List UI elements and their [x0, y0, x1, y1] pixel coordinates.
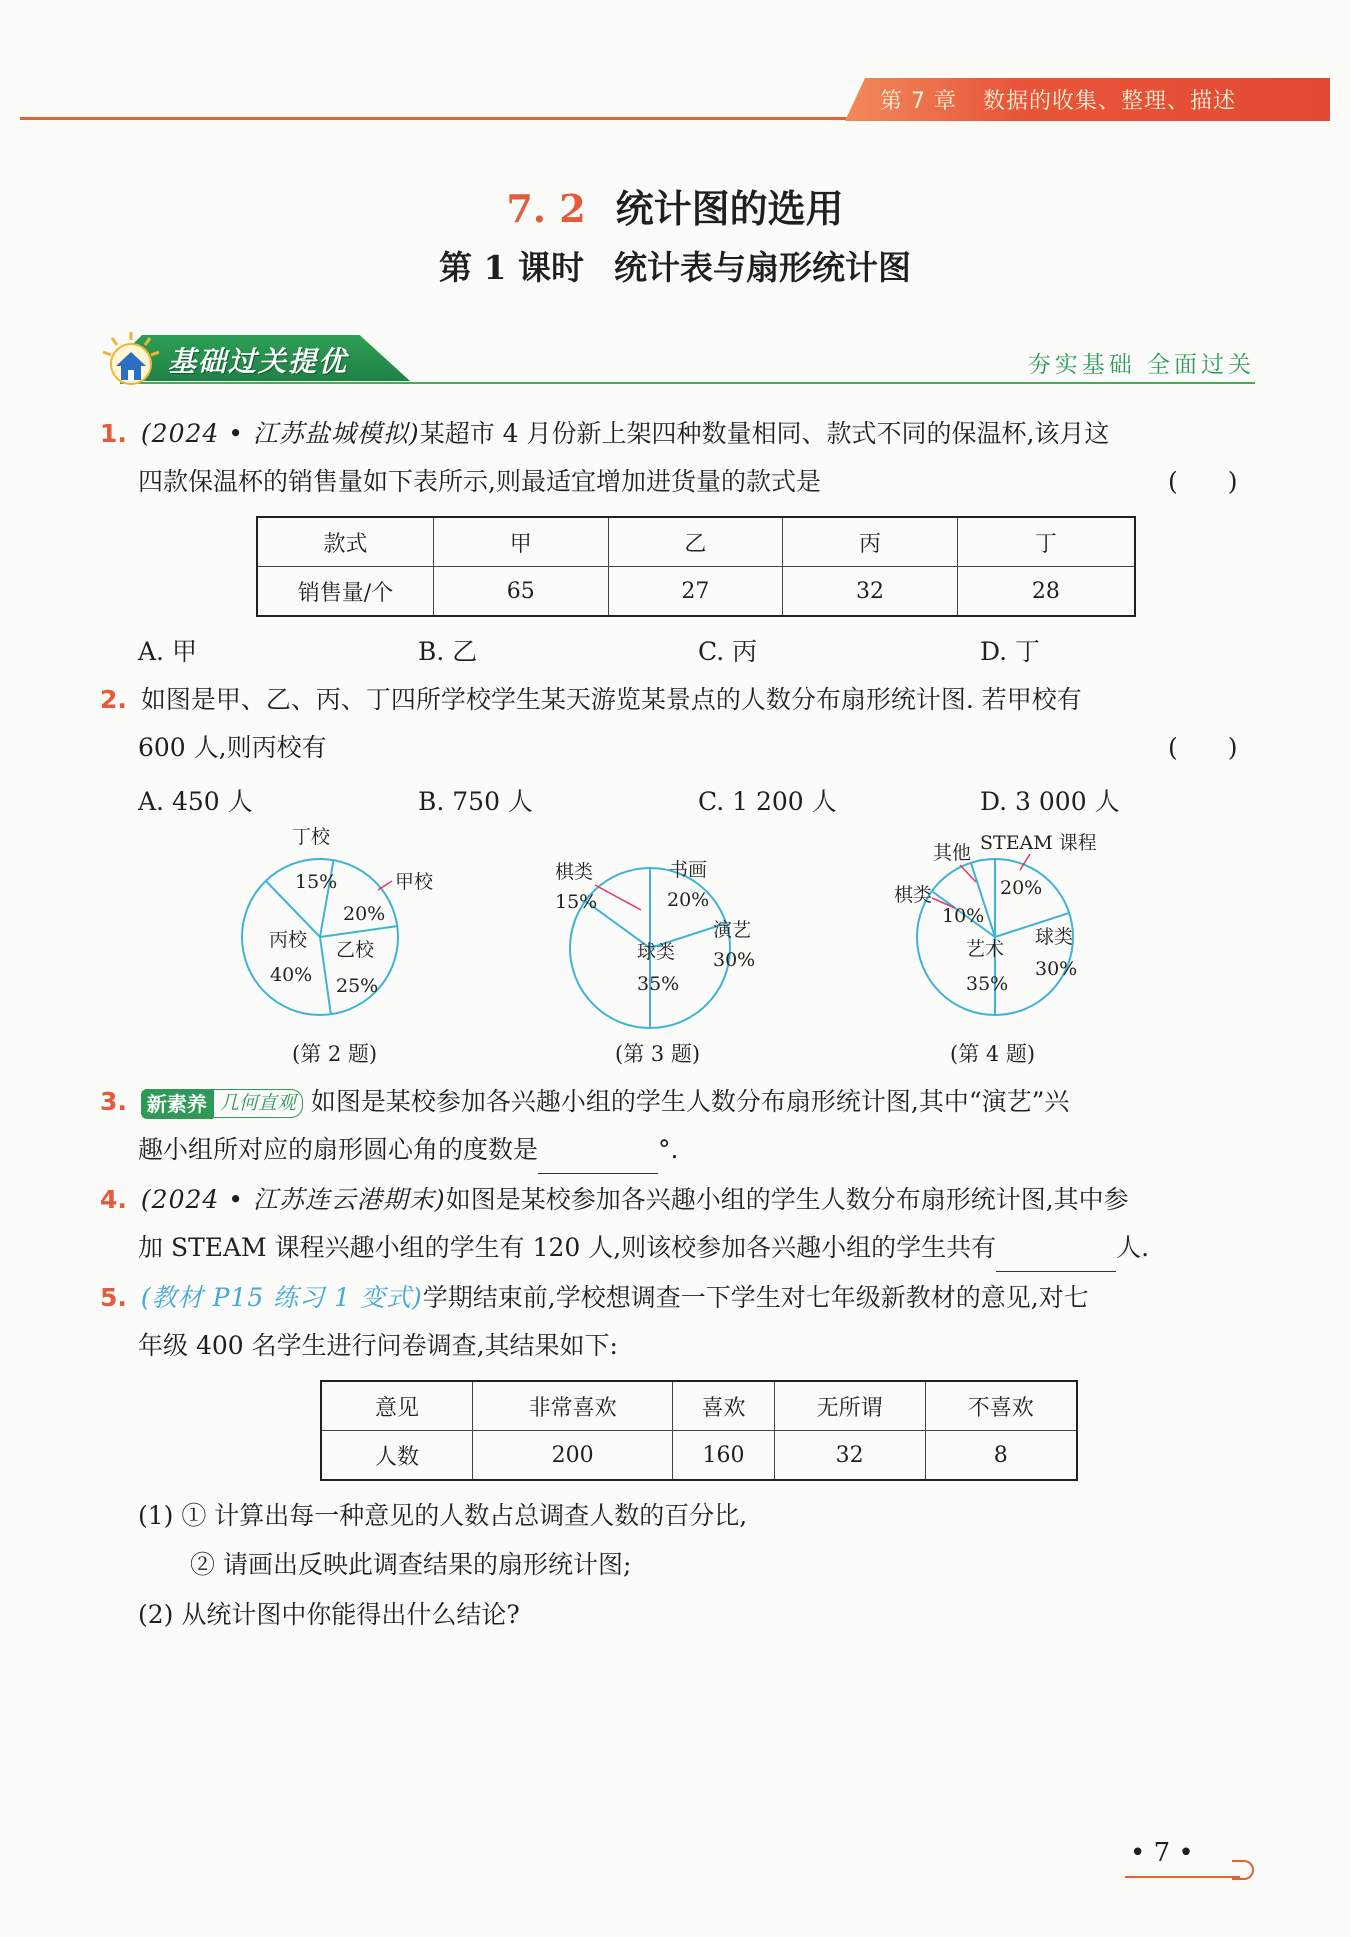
- question-source: (2024 • 江苏连云港期末): [140, 1185, 446, 1214]
- table-cell: 人数: [321, 1431, 473, 1481]
- table-cell: 非常喜欢: [473, 1381, 673, 1431]
- question-source: (教材 P15 练习 1 变式): [140, 1283, 423, 1312]
- option-b[interactable]: B. 乙: [418, 637, 478, 666]
- slice-pct-丙校: 40%: [270, 964, 313, 986]
- option-d[interactable]: D. 丁: [980, 637, 1041, 666]
- question-number: 2.: [100, 685, 127, 714]
- chapter-heading: [880, 84, 1236, 115]
- slice-pct-球类: 30%: [1035, 958, 1078, 980]
- question-2-line-2: [138, 724, 327, 772]
- table-cell: 160: [673, 1431, 774, 1481]
- table-cell: 65: [434, 567, 609, 617]
- question-text: 600 人,则丙校有: [138, 733, 327, 762]
- question-number: 5.: [100, 1283, 127, 1312]
- option-b[interactable]: B. 750 人: [418, 787, 533, 816]
- table-cell: 意见: [321, 1381, 473, 1431]
- slice-pct-演艺: 30%: [713, 949, 756, 971]
- table-cell: 无所谓: [774, 1381, 925, 1431]
- sales-table: [256, 516, 1136, 617]
- answer-bracket[interactable]: ( ): [1168, 733, 1238, 762]
- question-4-line-1: [100, 1176, 1129, 1224]
- chapter-number: 第 7 章: [880, 89, 957, 114]
- slice-pct-球类: 35%: [637, 973, 680, 995]
- table-cell: 销售量/个: [257, 567, 434, 617]
- option-d[interactable]: D. 3 000 人: [980, 787, 1120, 816]
- slice-label-演艺: 演艺: [713, 919, 752, 941]
- survey-table: [320, 1380, 1078, 1481]
- lesson-title: [0, 242, 1350, 289]
- figure-caption: (第 3 题): [615, 1042, 701, 1066]
- slice-label-甲校: 甲校: [395, 871, 434, 893]
- slice-label-丙校: 丙校: [269, 929, 308, 951]
- question-text: 如图是某校参加各兴趣小组的学生人数分布扇形统计图,其中“演艺”兴: [310, 1087, 1070, 1116]
- slice-label-乙校: 乙校: [336, 939, 375, 961]
- page-number: • 7 •: [1130, 1838, 1194, 1868]
- question-text: °.: [658, 1135, 679, 1164]
- question-5-line-1: [100, 1274, 1089, 1322]
- table-cell: 32: [783, 567, 958, 617]
- slice-label-球类: 球类: [637, 941, 676, 963]
- slice-label-棋类: 棋类: [894, 884, 933, 906]
- table-cell: 喜欢: [673, 1381, 774, 1431]
- question-1-line-1: [100, 410, 1109, 458]
- table-cell: 丙: [783, 517, 958, 567]
- table-cell: 丁: [957, 517, 1135, 567]
- table-row: [321, 1431, 1077, 1481]
- leader-line: [378, 881, 392, 890]
- pie-chart-q3: [555, 840, 785, 1040]
- slice-label-丁校: 丁校: [292, 826, 331, 848]
- question-text: 年级 400 名学生进行问卷调查,其结果如下:: [138, 1331, 618, 1360]
- slice-pct-棋类: 10%: [942, 905, 985, 927]
- banner-label: 基础过关提优: [168, 345, 349, 378]
- option-a[interactable]: A. 甲: [138, 637, 197, 666]
- question-source: (2024 • 江苏盐城模拟): [140, 419, 420, 448]
- slice-label-艺术: 艺术: [966, 938, 1005, 960]
- tag-new-literacy: 新素养: [141, 1089, 213, 1119]
- slice-pct-甲校: 20%: [343, 903, 386, 925]
- lesson-number: 第 1 课时: [439, 248, 584, 287]
- question-text: 某超市 4 月份新上架四种数量相同、款式不同的保温杯,该月这: [419, 419, 1110, 448]
- slice-pct-书画: 20%: [667, 889, 710, 911]
- question-2-line-1: [100, 676, 1082, 724]
- footer-hook: [1232, 1860, 1254, 1880]
- slice-pct-steam: 20%: [1000, 877, 1043, 899]
- table-row: [257, 567, 1135, 617]
- question-3-line-2: [138, 1126, 678, 1174]
- answer-blank[interactable]: [996, 1237, 1116, 1272]
- question-number: 4.: [100, 1185, 127, 1214]
- house-icon: [100, 330, 162, 386]
- table-header-row: [257, 517, 1135, 567]
- sub-question-1-part-2: ② 请画出反映此调查结果的扇形统计图;: [190, 1550, 632, 1579]
- table-cell: 不喜欢: [925, 1381, 1077, 1431]
- question-text: 加 STEAM 课程兴趣小组的学生有 120 人,则该校参加各兴趣小组的学生共有: [138, 1233, 997, 1262]
- question-text: 四款保温杯的销售量如下表所示,则最适宜增加进货量的款式是: [138, 467, 821, 496]
- slice-label-其他: 其他: [933, 842, 972, 864]
- figure-caption: (第 2 题): [292, 1042, 378, 1066]
- pie-chart-q2: [240, 826, 450, 1030]
- slice-pct-丁校: 15%: [295, 871, 338, 893]
- table-header-row: [321, 1381, 1077, 1431]
- banner-slogan: 夯实基础 全面过关: [1027, 352, 1255, 378]
- lesson-name: 统计表与扇形统计图: [613, 248, 911, 287]
- slice-pct-乙校: 25%: [336, 975, 379, 997]
- question-text: 学期结束前,学校想调查一下学生对七年级新教材的意见,对七: [422, 1283, 1089, 1312]
- chapter-title: 数据的收集、整理、描述: [982, 89, 1236, 114]
- section-number: 7. 2: [506, 186, 586, 231]
- question-1-line-2: [138, 458, 821, 506]
- answer-blank[interactable]: [538, 1139, 658, 1174]
- question-5-line-2: [138, 1322, 618, 1370]
- slice-pct-棋类: 15%: [555, 891, 598, 913]
- question-text: 如图是某校参加各兴趣小组的学生人数分布扇形统计图,其中参: [445, 1185, 1129, 1214]
- question-text: 趣小组所对应的扇形圆心角的度数是: [138, 1135, 539, 1164]
- table-cell: 27: [608, 567, 783, 617]
- figure-caption: (第 4 题): [950, 1042, 1036, 1066]
- table-cell: 32: [774, 1431, 925, 1481]
- footer-rule: [1125, 1876, 1240, 1878]
- table-cell: 乙: [608, 517, 783, 567]
- banner-rule: [120, 382, 1255, 384]
- question-text: 如图是甲、乙、丙、丁四所学校学生某天游览某景点的人数分布扇形统计图. 若甲校有: [140, 685, 1082, 714]
- slice-boundary-乙校: [320, 926, 397, 937]
- leader-line: [595, 885, 641, 910]
- table-cell: 款式: [257, 517, 434, 567]
- table-cell: 甲: [434, 517, 609, 567]
- question-text: 人.: [1116, 1233, 1150, 1262]
- question-3-line-1: [100, 1078, 1069, 1126]
- sub-question-1: (1) ① 计算出每一种意见的人数占总调查人数的百分比,: [138, 1501, 748, 1530]
- table-cell: 200: [473, 1431, 673, 1481]
- table-cell: 28: [957, 567, 1135, 617]
- question-number: 3.: [100, 1087, 127, 1116]
- question-4-line-2: [138, 1224, 1149, 1272]
- slice-label-steam: STEAM 课程: [980, 832, 1097, 854]
- slice-pct-艺术: 35%: [966, 973, 1009, 995]
- option-a[interactable]: A. 450 人: [138, 787, 253, 816]
- slice-label-球类: 球类: [1035, 926, 1074, 948]
- slice-label-书画: 书画: [669, 859, 708, 881]
- sub-question-2: (2) 从统计图中你能得出什么结论?: [138, 1600, 520, 1629]
- tag-geometric-intuition: 几何直观: [213, 1089, 303, 1118]
- answer-bracket[interactable]: ( ): [1168, 467, 1238, 496]
- section-name: 统计图的选用: [615, 186, 844, 231]
- option-c[interactable]: C. 1 200 人: [698, 787, 837, 816]
- option-c[interactable]: C. 丙: [698, 637, 758, 666]
- section-title: [0, 178, 1350, 233]
- question-number: 1.: [100, 419, 127, 448]
- slice-boundary-丙校: [320, 937, 331, 1014]
- pie-chart-q4: [890, 830, 1120, 1030]
- table-cell: 8: [925, 1431, 1077, 1481]
- slice-label-棋类: 棋类: [555, 861, 594, 883]
